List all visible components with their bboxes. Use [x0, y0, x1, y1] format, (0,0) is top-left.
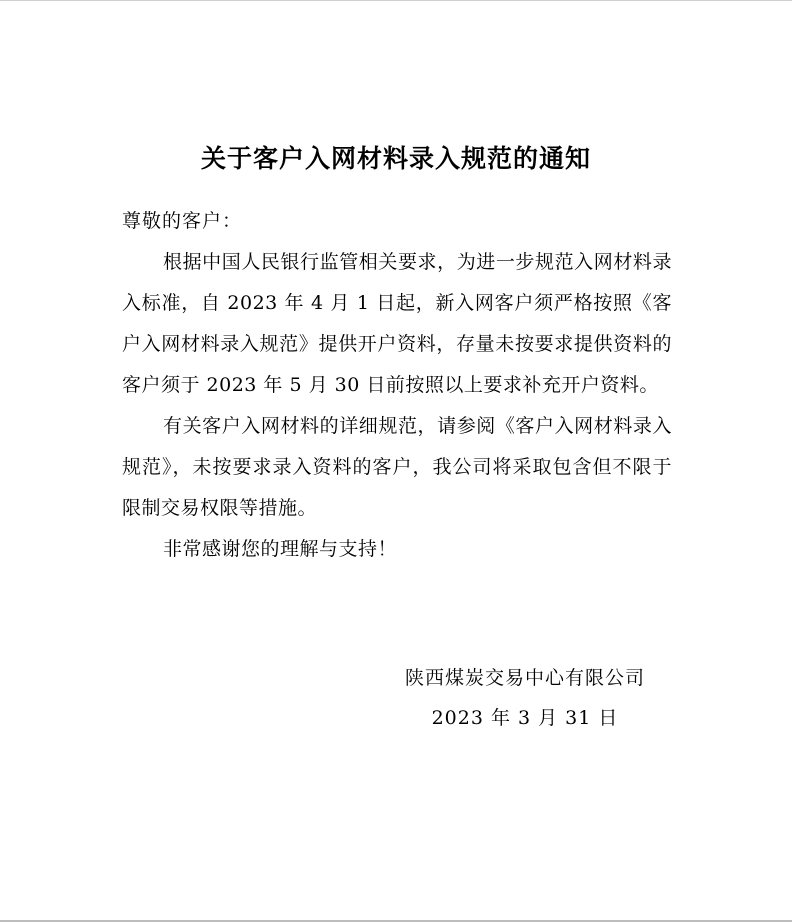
paragraph-regulation: 根据中国人民银行监管相关要求，为进一步规范入网材料录入标准，自 2023 年 4 月 1 日起，新入网客户须严格按照《客户入网材料录入规范》提供开户资料，存量未按要求提供资料的客户须于 2023 年 5 月 30 日前按照以上要求补充开户资料。: [122, 251, 672, 396]
paragraph-details: 有关客户入网材料的详细规范，请参阅《客户入网材料录入规范》，未按要求录入资料的客户，我公司将采取包含但不限于限制交易权限等措施。: [122, 415, 672, 519]
document-body: [122, 201, 672, 570]
signature-block: [390, 658, 660, 738]
signature-date: 2023 年 3 月 31 日: [431, 707, 619, 729]
signature-organization: 陕西煤炭交易中心有限公司: [404, 667, 645, 689]
document-title: 关于客户入网材料录入规范的通知: [200, 144, 591, 173]
paragraph-thanks: 非常感谢您的理解与支持！: [163, 538, 398, 560]
salutation: 尊敬的客户：: [122, 210, 243, 232]
